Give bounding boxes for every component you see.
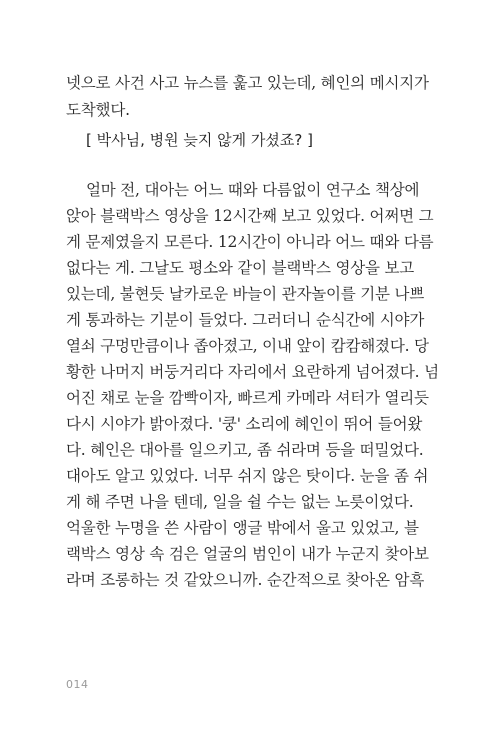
body-line-11: 다. 혜인은 대아를 일으키고, 좀 쉬라며 등을 떠밀었다. xyxy=(66,441,424,459)
body-line-8: 황한 나머지 버둥거리다 자리에서 요란하게 넘어졌다. 넘 xyxy=(66,363,439,381)
opening-line-2: 도착했다. xyxy=(66,101,130,119)
body-line-10: 다시 시야가 밝아졌다. '쿵' 소리에 혜인이 뛰어 들어왔 xyxy=(66,415,423,433)
body-line-4: 없다는 게. 그날도 평소와 같이 블랙박스 영상을 보고 xyxy=(66,259,415,277)
page-number: 014 xyxy=(66,678,89,691)
body-line-2: 앉아 블랙박스 영상을 12시간째 보고 있었다. 어쩌면 그 xyxy=(66,207,434,225)
body-line-3: 게 문제였을지 모른다. 12시간이 아니라 어느 때와 다름 xyxy=(66,233,434,251)
body-line-16: 라며 조롱하는 것 같았으니까. 순간적으로 찾아온 암흑 xyxy=(66,571,425,589)
text-message: [ 박사님, 병원 늦지 않게 가셨죠? ] xyxy=(86,131,313,149)
body-line-15: 랙박스 영상 속 검은 얼굴의 범인이 내가 누군지 찾아보 xyxy=(66,545,429,563)
body-line-6: 게 통과하는 기분이 들었다. 그러더니 순식간에 시야가 xyxy=(66,311,425,329)
body-line-1: 얼마 전, 대아는 어느 때와 다름없이 연구소 책상에 xyxy=(86,181,420,199)
opening-line-1: 넷으로 사건 사고 뉴스를 훑고 있는데, 혜인의 메시지가 xyxy=(66,74,429,92)
body-line-13: 게 해 주면 나을 텐데, 일을 쉴 수는 없는 노릇이었다. xyxy=(66,493,414,511)
body-line-12: 대아도 알고 있었다. 너무 쉬지 않은 탓이다. 눈을 좀 쉬 xyxy=(66,467,429,485)
body-line-14: 억울한 누명을 쓴 사람이 앵글 밖에서 울고 있었고, 블 xyxy=(66,519,419,537)
body-line-5: 있는데, 불현듯 날카로운 바늘이 관자놀이를 기분 나쁘 xyxy=(66,285,425,303)
body-line-9: 어진 채로 눈을 깜빡이자, 빠르게 카메라 셔터가 열리듯 xyxy=(66,389,429,407)
body-line-7: 열쇠 구멍만큼이나 좁아졌고, 이내 앞이 캄캄해졌다. 당 xyxy=(66,337,429,355)
